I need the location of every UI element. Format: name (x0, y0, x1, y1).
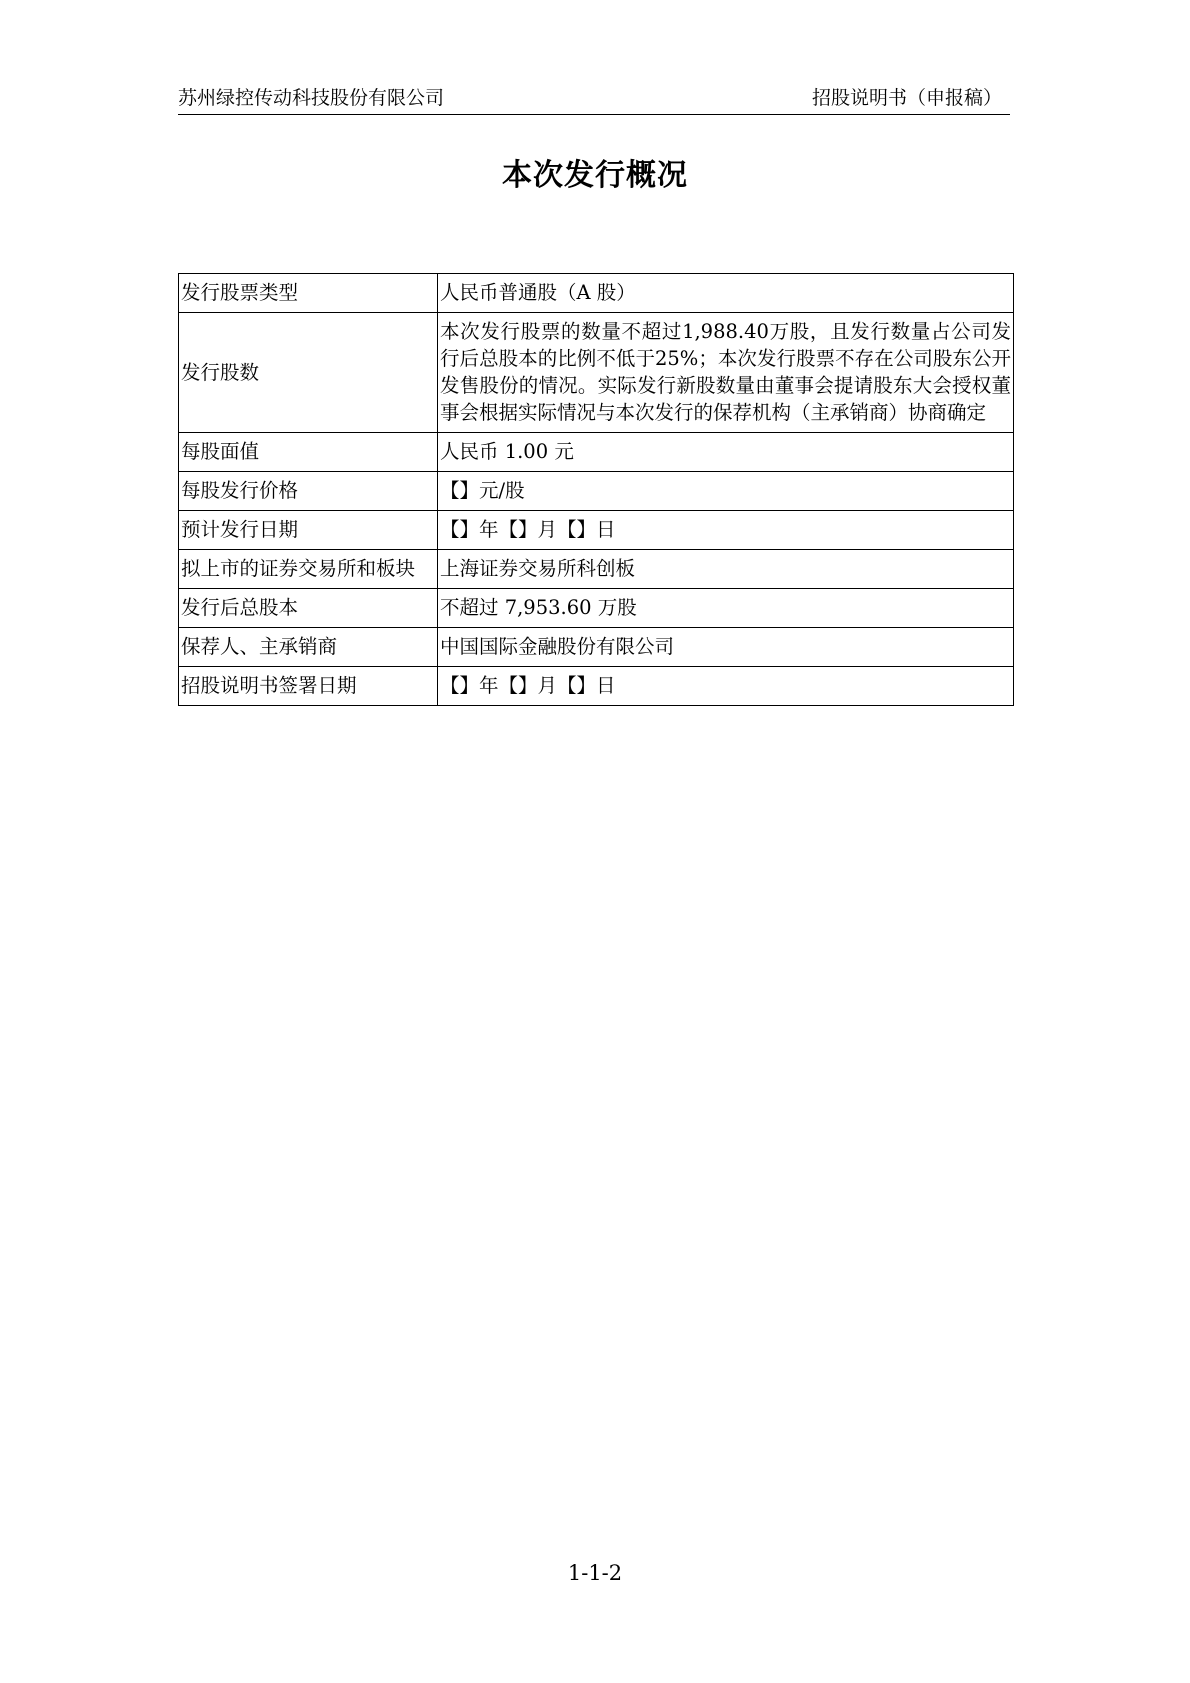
table-row (179, 628, 1014, 667)
table-row (179, 550, 1014, 589)
row-value: 人民币普通股（A 股） (438, 274, 1014, 313)
row-label: 每股发行价格 (179, 472, 438, 511)
row-value: 【】年【】月【】日 (438, 511, 1014, 550)
table-row (179, 667, 1014, 706)
row-value: 中国国际金融股份有限公司 (438, 628, 1014, 667)
row-label: 每股面值 (179, 433, 438, 472)
header-document-name: 招股说明书（申报稿） (811, 87, 1002, 109)
row-label: 招股说明书签署日期 (179, 667, 438, 706)
offering-overview-table (178, 273, 1014, 706)
row-label: 拟上市的证券交易所和板块 (179, 550, 438, 589)
table-row (179, 511, 1014, 550)
row-label: 预计发行日期 (179, 511, 438, 550)
row-value: 不超过 7,953.60 万股 (438, 589, 1014, 628)
row-label: 保荐人、主承销商 (179, 628, 438, 667)
table-row (179, 274, 1014, 313)
row-value: 本次发行股票的数量不超过1,988.40万股，且发行数量占公司发行后总股本的比例不低于25%；本次发行股票不存在公司股东公开发售股份的情况。实际发行新股数量由董事会提请股东大会授权董事会根据实际情况与本次发行的保荐机构（主承销商）协商确定 (438, 313, 1014, 433)
table-row (179, 313, 1014, 433)
row-value: 人民币 1.00 元 (438, 433, 1014, 472)
row-label: 发行后总股本 (179, 589, 438, 628)
row-value: 【】年【】月【】日 (438, 667, 1014, 706)
row-value: 【】元/股 (438, 472, 1014, 511)
row-label: 发行股票类型 (179, 274, 438, 313)
header-company-name: 苏州绿控传动科技股份有限公司 (178, 87, 445, 109)
table-row (179, 472, 1014, 511)
page-header (178, 84, 1010, 115)
row-label: 发行股数 (179, 313, 438, 433)
table-row (179, 589, 1014, 628)
page-title: 本次发行概况 (502, 158, 688, 193)
table-row (179, 433, 1014, 472)
page-number: 1-1-2 (567, 1561, 623, 1585)
row-value: 上海证券交易所科创板 (438, 550, 1014, 589)
